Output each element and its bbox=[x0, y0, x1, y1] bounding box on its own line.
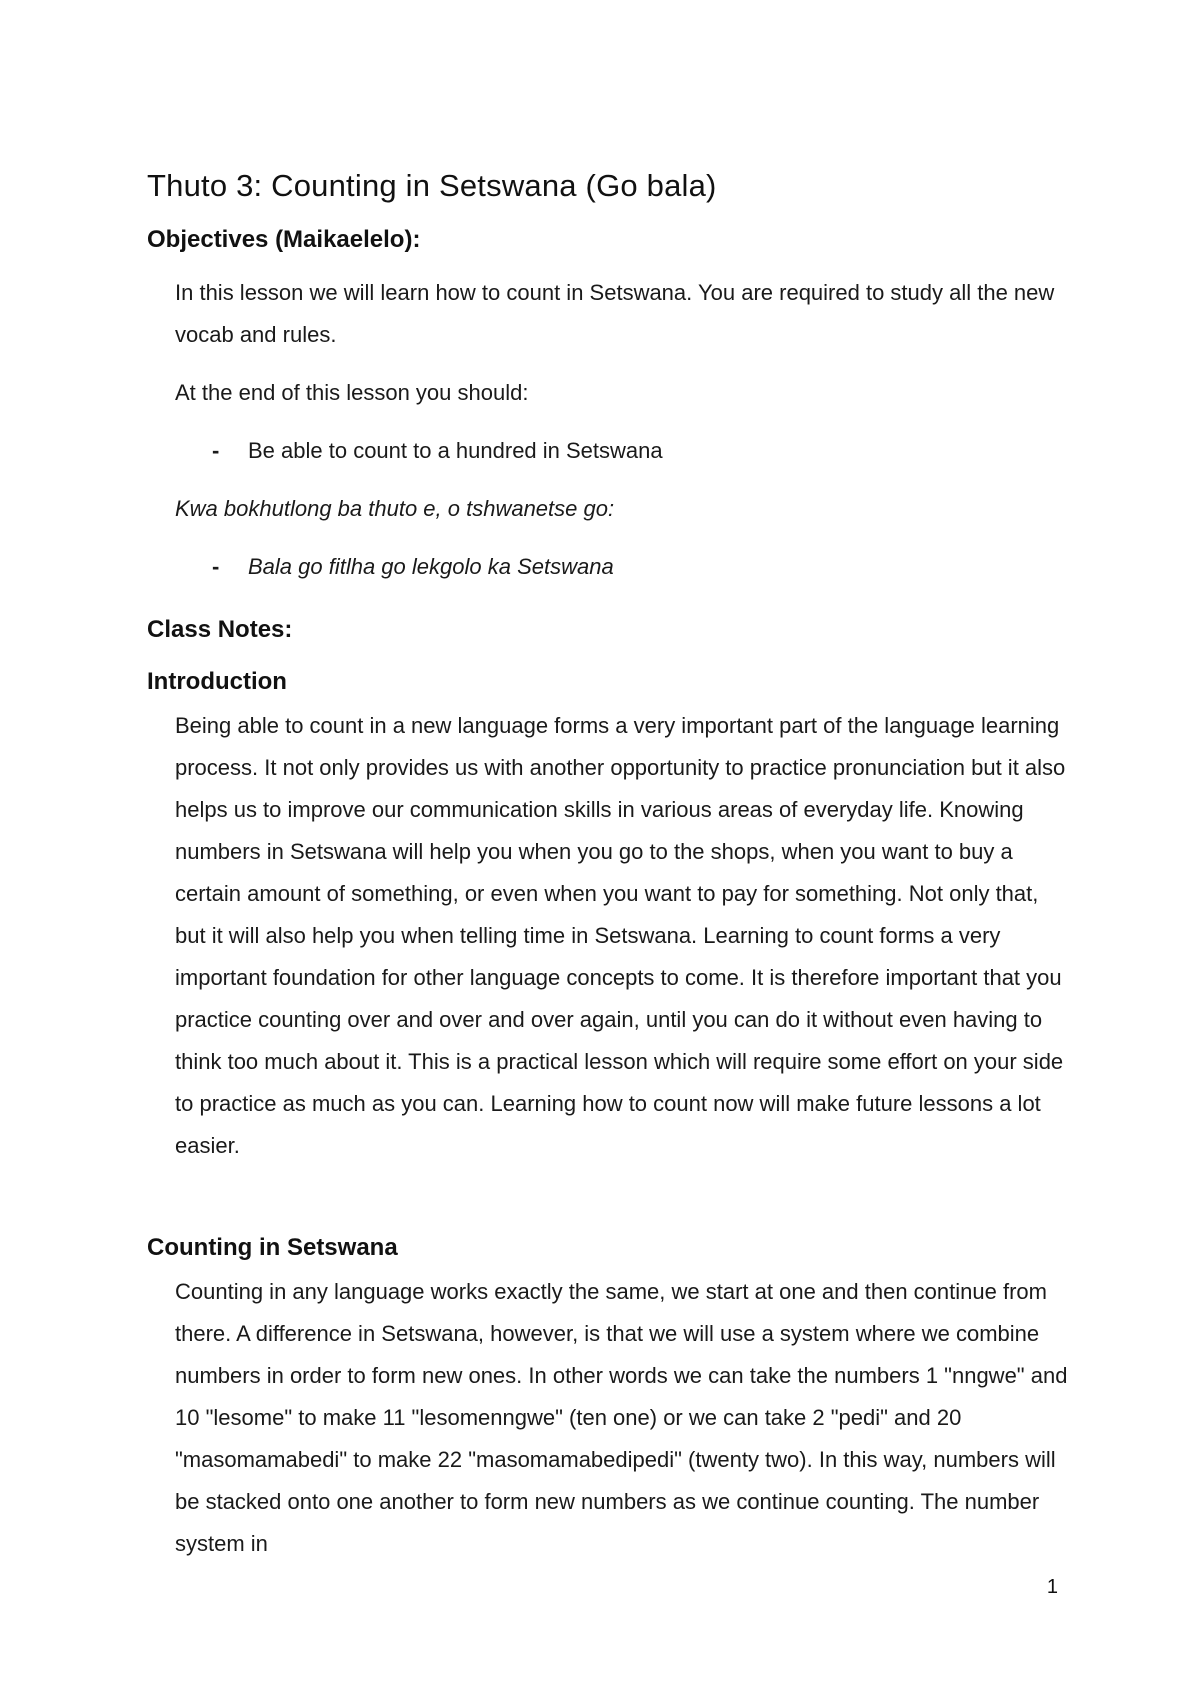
lesson-title: Thuto 3: Counting in Setswana (Go bala) bbox=[147, 168, 717, 203]
end-of-lesson-text-tswana: Kwa bokhutlong ba thuto e, o tshwanetse go: bbox=[175, 496, 615, 521]
objectives-intro: In this lesson we will learn how to count in Setswana. You are required to study all the new vocab and rules. bbox=[175, 280, 1055, 347]
counting-heading: Counting in Setswana bbox=[147, 1234, 398, 1261]
bullet-text: Be able to count to a hundred in Setswana bbox=[248, 438, 663, 463]
objective-bullet-english bbox=[212, 430, 663, 472]
bullet-text: Bala go fitlha go lekgolo ka Setswana bbox=[248, 554, 614, 579]
bullet-marker: - bbox=[212, 554, 220, 579]
objective-bullet-tswana bbox=[212, 546, 614, 588]
introduction-body: Being able to count in a new language forms a very important part of the language learning process. It not only provides us with another opportunity to practice pronunciation but it also helps us to improve our communication skills in various areas of everyday life. Knowing numbers in Setswana will help you when you go to the shops, when you want to buy a certain amount of something, or even when you want to pay for something. Not only that, but it will also help you when telling time in Setswana. Learning to count forms a very important foundation for other language concepts to come. It is therefore important that you practice counting over and over and over again, until you can do it without even having to think too much about it. This is a practical lesson which will require some effort on your side to practice as much as you can. Learning how to count now will make future lessons a lot easier. bbox=[175, 713, 1066, 1158]
introduction-heading: Introduction bbox=[147, 668, 287, 695]
class-notes-heading: Class Notes: bbox=[147, 616, 293, 643]
objectives-heading: Objectives (Maikaelelo): bbox=[147, 226, 421, 253]
page-number: 1 bbox=[1046, 1576, 1058, 1598]
end-of-lesson-text: At the end of this lesson you should: bbox=[175, 380, 529, 405]
bullet-marker: - bbox=[212, 438, 220, 463]
counting-body: Counting in any language works exactly the same, we start at one and then continue from there. A difference in Setswana, however, is that we will use a system where we combine numbers in order to form new ones. In other words we can take the numbers 1 "nngwe" and 10 "lesome" to make 11 "lesomenngwe" (ten one) or we can take 2 "pedi" and 20 "masomamabedi" to make 22 "masomamabedipedi" (twenty two). In this way, numbers will be stacked onto one another to form new numbers as we continue counting. The number system in bbox=[175, 1279, 1068, 1556]
